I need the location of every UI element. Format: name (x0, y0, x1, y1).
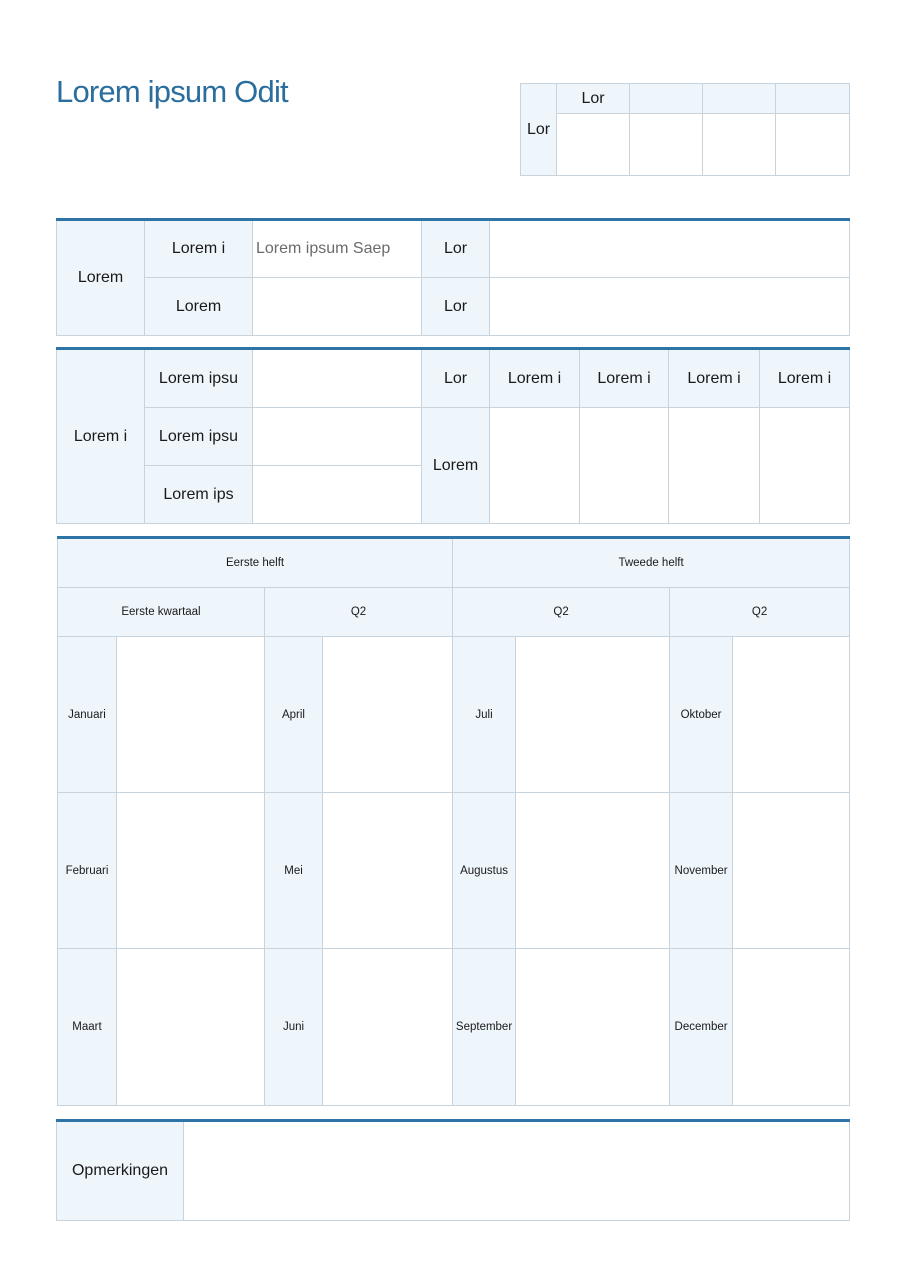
month-notes[interactable] (117, 793, 265, 949)
section-1-row1-side-field[interactable] (490, 220, 850, 278)
corner-col-header-empty (630, 84, 703, 114)
section-1-group-label: Lorem (57, 220, 145, 336)
section-1-row2-side-field[interactable] (490, 278, 850, 336)
corner-col-header: Lor (557, 84, 630, 114)
quarter-header: Q2 (265, 588, 453, 637)
month-notes[interactable] (323, 793, 453, 949)
corner-cell[interactable] (557, 114, 630, 176)
section-2-row3-field[interactable] (253, 466, 422, 524)
section-1-row1-label: Lorem i (145, 220, 253, 278)
section-2-row2-label: Lorem ipsu (145, 408, 253, 466)
month-label: Juni (265, 949, 323, 1106)
month-notes[interactable] (117, 637, 265, 793)
section-2-grid-cell[interactable] (490, 408, 580, 524)
month-label: September (453, 949, 516, 1106)
corner-cell[interactable] (703, 114, 776, 176)
month-notes[interactable] (516, 637, 670, 793)
month-notes[interactable] (733, 793, 850, 949)
remarks-table (56, 1119, 850, 1221)
section-1-row1-field[interactable]: Lorem ipsum Saep (253, 220, 422, 278)
section-1-table (56, 218, 850, 336)
section-2-col-header: Lorem i (490, 349, 580, 408)
corner-col-header-empty (776, 84, 850, 114)
section-1-row2-side-label: Lor (422, 278, 490, 336)
corner-cell[interactable] (776, 114, 850, 176)
section-2-grid-cell[interactable] (669, 408, 760, 524)
page-title: Lorem ipsum Odit (56, 74, 288, 109)
section-2-col-header: Lorem i (669, 349, 760, 408)
section-2-table (56, 347, 850, 524)
section-1-row2-field[interactable] (253, 278, 422, 336)
section-2-side-header: Lor (422, 349, 490, 408)
quarter-header: Q2 (453, 588, 670, 637)
month-label: Februari (58, 793, 117, 949)
section-2-grid-cell[interactable] (580, 408, 669, 524)
month-label: Juli (453, 637, 516, 793)
month-label: November (670, 793, 733, 949)
section-2-group-label: Lorem i (57, 349, 145, 524)
section-2-row1-label: Lorem ipsu (145, 349, 253, 408)
calendar-table (57, 536, 850, 1106)
month-label: December (670, 949, 733, 1106)
month-notes[interactable] (516, 793, 670, 949)
quarter-header: Eerste kwartaal (58, 588, 265, 637)
half-header-second: Tweede helft (453, 538, 850, 588)
section-1-row1-side-label: Lor (422, 220, 490, 278)
section-2-row3-label: Lorem ips (145, 466, 253, 524)
section-1-row2-label: Lorem (145, 278, 253, 336)
half-header-first: Eerste helft (58, 538, 453, 588)
corner-cell[interactable] (630, 114, 703, 176)
header-info-table (520, 83, 850, 176)
section-2-side-row-label: Lorem (422, 408, 490, 524)
month-notes[interactable] (117, 949, 265, 1106)
month-label: April (265, 637, 323, 793)
section-2-col-header: Lorem i (760, 349, 850, 408)
month-notes[interactable] (733, 949, 850, 1106)
section-2-grid-cell[interactable] (760, 408, 850, 524)
month-label: Mei (265, 793, 323, 949)
month-notes[interactable] (733, 637, 850, 793)
month-label: Augustus (453, 793, 516, 949)
month-label: Maart (58, 949, 117, 1106)
month-label: Januari (58, 637, 117, 793)
month-notes[interactable] (323, 637, 453, 793)
corner-row-header: Lor (521, 84, 557, 176)
remarks-label: Opmerkingen (57, 1121, 184, 1221)
month-notes[interactable] (516, 949, 670, 1106)
section-2-col-header: Lorem i (580, 349, 669, 408)
remarks-field[interactable] (184, 1121, 850, 1221)
section-2-row1-field[interactable] (253, 349, 422, 408)
corner-col-header-empty (703, 84, 776, 114)
section-2-row2-field[interactable] (253, 408, 422, 466)
quarter-header: Q2 (670, 588, 850, 637)
month-label: Oktober (670, 637, 733, 793)
month-notes[interactable] (323, 949, 453, 1106)
